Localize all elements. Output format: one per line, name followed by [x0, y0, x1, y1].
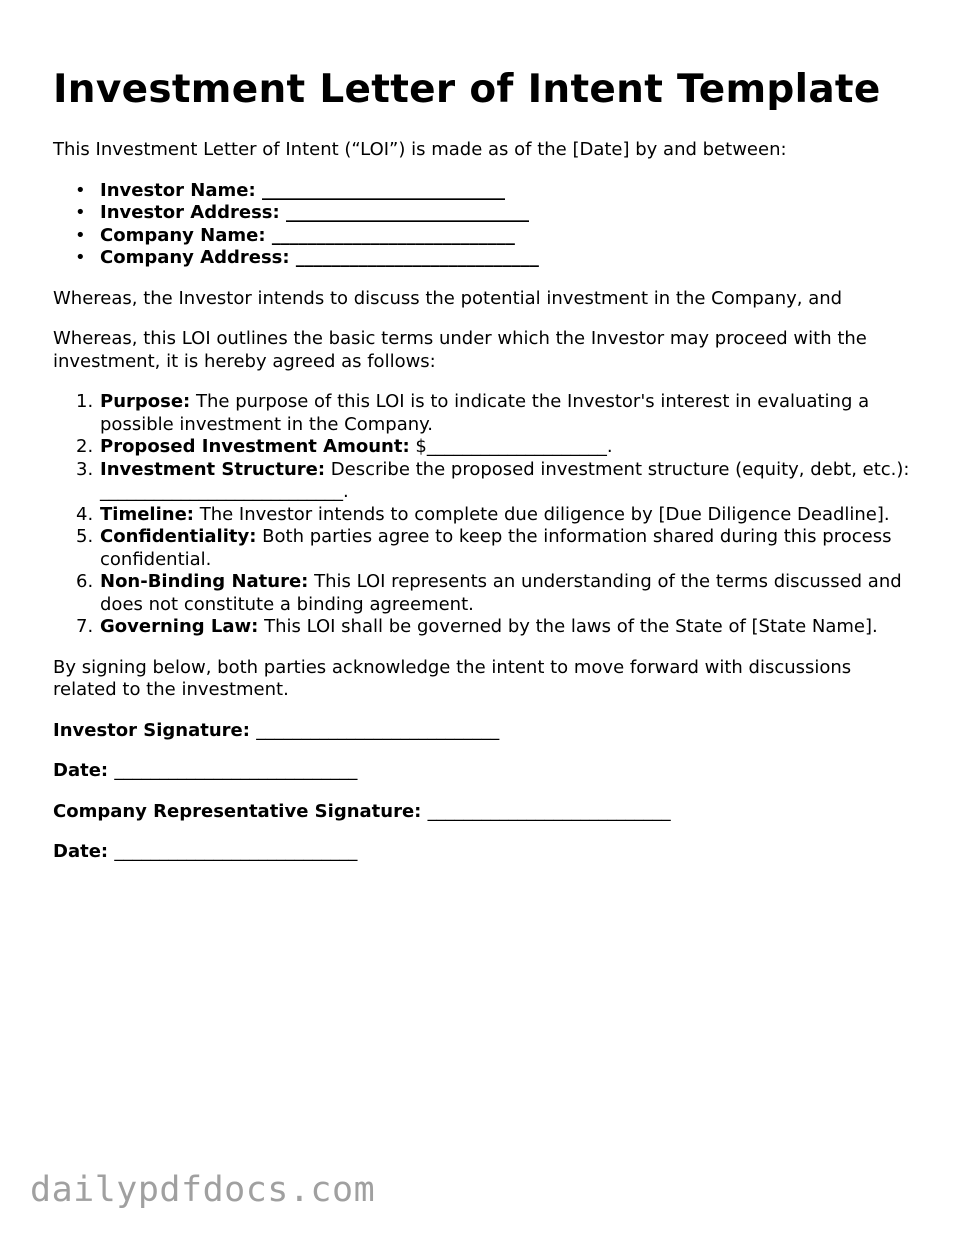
signature-label: Company Representative Signature:: [53, 800, 422, 822]
signature-blank: ___________________________: [114, 841, 358, 862]
party-blank: ___________________________: [285, 202, 529, 223]
term-label: Timeline:: [100, 503, 194, 525]
term-number: 7.: [76, 616, 94, 637]
term-text: The purpose of this LOI is to indicate the Investor's interest in evaluating a possible investment in the Company.: [100, 391, 870, 435]
signature-line-investor-date: [53, 760, 913, 783]
term-label: Investment Structure:: [100, 458, 326, 480]
term-text: This LOI shall be governed by the laws of the State of [State Name].: [264, 616, 878, 637]
term-label: Governing Law:: [100, 616, 259, 637]
term-number: 1.: [76, 391, 94, 412]
bullet-icon: •: [75, 224, 86, 246]
term-item-amount: [76, 436, 913, 459]
party-blank: ___________________________: [271, 224, 515, 246]
document-page: [53, 64, 913, 864]
party-label: Investor Address:: [100, 202, 280, 223]
party-item-investor-address: [75, 202, 913, 225]
term-label: Non-Binding Nature:: [100, 571, 309, 592]
term-text: This LOI represents an understanding of the terms discussed and does not constitute a binding agreement.: [100, 571, 902, 615]
term-label: Confidentiality:: [100, 526, 257, 547]
term-text: Describe the proposed investment structure (equity, debt, etc.): ___________________________.: [100, 458, 910, 502]
parties-list: [53, 180, 913, 270]
signature-line-company: [53, 801, 913, 824]
signature-blank: ___________________________: [256, 719, 500, 741]
term-number: 3.: [76, 458, 94, 480]
signature-label: Date:: [53, 760, 109, 781]
bullet-icon: •: [75, 247, 86, 268]
bullet-icon: •: [75, 202, 86, 223]
party-label: Company Name:: [100, 224, 266, 246]
party-item-company-name: [75, 224, 913, 248]
term-item-governing-law: [76, 616, 913, 639]
whereas-paragraph-1: Whereas, the Investor intends to discuss the potential investment in the Company, and: [53, 287, 843, 309]
term-text: The Investor intends to complete due diligence by [Due Diligence Deadline].: [199, 503, 890, 525]
site-watermark: dailypdfdocs.com: [30, 1170, 376, 1210]
term-label: Purpose:: [100, 391, 191, 412]
party-label: Investor Name:: [100, 179, 256, 201]
term-item-confidentiality: [76, 526, 913, 571]
term-item-purpose: [76, 391, 913, 436]
signature-blank: ___________________________: [114, 760, 358, 781]
party-label: Company Address:: [100, 247, 290, 268]
signature-label: Date:: [53, 841, 109, 862]
intro-paragraph: This Investment Letter of Intent (“LOI”) is made as of the [Date] by and between:: [53, 139, 787, 160]
signature-blank: ___________________________: [427, 800, 671, 822]
whereas-paragraph-2: Whereas, this LOI outlines the basic terms under which the Investor may proceed with the investment, it is hereby agreed as follows:: [53, 328, 867, 372]
document-title: Investment Letter of Intent Template: [53, 67, 881, 112]
signature-line-company-date: [53, 841, 913, 864]
closing-paragraph: By signing below, both parties acknowledge the intent to move forward with discussions related to the investment.: [53, 656, 852, 700]
term-number: 4.: [76, 503, 94, 525]
terms-list: [53, 391, 913, 639]
term-item-structure: [76, 458, 913, 504]
party-blank: ___________________________: [295, 247, 539, 268]
signature-line-investor: [53, 720, 913, 743]
term-item-non-binding: [76, 571, 913, 616]
term-number: 5.: [76, 526, 94, 547]
term-item-timeline: [76, 503, 913, 527]
term-number: 6.: [76, 571, 94, 592]
term-number: 2.: [76, 436, 94, 457]
party-blank: ___________________________: [261, 179, 505, 201]
signature-label: Investor Signature:: [53, 719, 250, 741]
term-text: Both parties agree to keep the information shared during this process confidential.: [100, 526, 892, 570]
party-item-company-address: [75, 247, 913, 270]
term-label: Proposed Investment Amount:: [100, 436, 410, 457]
term-text: $____________________.: [415, 436, 613, 457]
bullet-icon: •: [75, 179, 86, 201]
party-item-investor-name: [75, 179, 913, 203]
